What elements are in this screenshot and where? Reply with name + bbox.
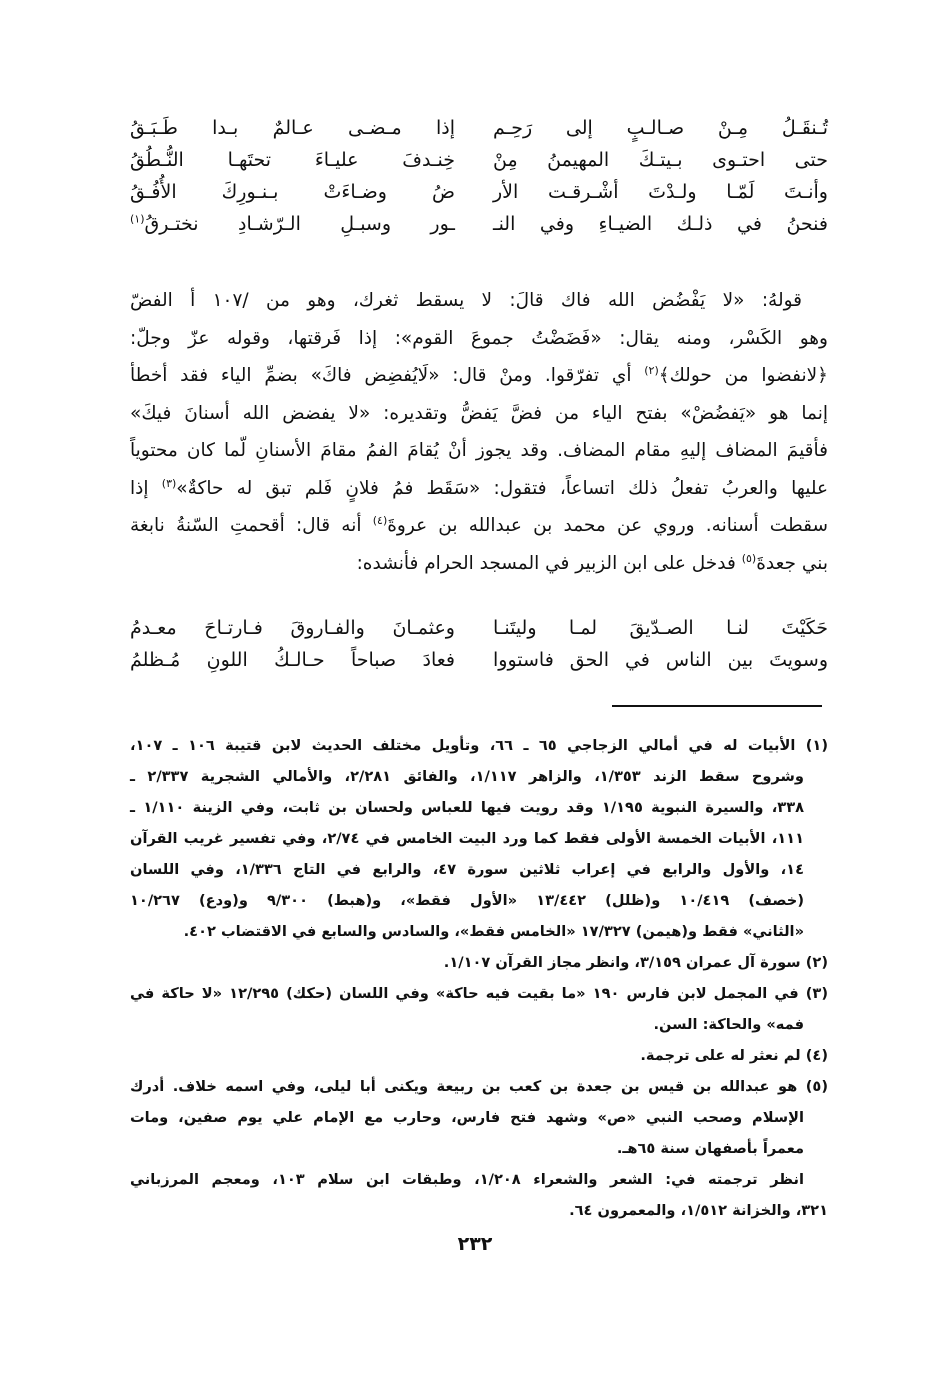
verse-first-hemistich: وأنـتَ لَمّـا ولـدْتَ أشْـرقـت الأر — [493, 181, 828, 203]
footnote-line: (٣) في المجمل لابن فارس ١٩٠ «ما بقيت فيه حاكة» وفي اللسان (حكك) ١٢/٢٩٥ «لا حاكة في — [130, 985, 828, 1002]
verse-second-hemistich — [130, 176, 455, 208]
verse-text: فعادَ صباحاً حـالـكُ اللونِ مُـظلمُ — [130, 649, 455, 671]
prose-line — [130, 357, 828, 395]
footnote-line: (خصف) ١٠/٤١٩ و(ظلل) ١٣/٤٤٢ «الأول فقط»، و(هبط) ٩/٣٠٠ و(ودع) ١٠/٢٦٧ — [130, 892, 804, 909]
verse-line — [130, 208, 828, 240]
verse-line — [130, 176, 828, 208]
prose-line — [130, 432, 828, 470]
footnote — [130, 730, 828, 947]
footnote-line: (٤) لم نعثر له على ترجمة. — [640, 1047, 828, 1064]
footnote-line: الإسلام وصحب النبي «ص» وشهد فتح فارس، وحارب مع الإمام علي يوم صفين، ومات — [130, 1109, 804, 1126]
prose-text: قولهُ: «لا يَفْضُض الله فاك قالَ: لا يسقط ثغرك، وهو من /١٠٧ أ الفضّ — [130, 290, 803, 311]
verse-text: إذا مـضـى عـالمٌ بـدا طَـبَـقُ — [130, 117, 455, 139]
verse-line — [130, 112, 828, 144]
prose-line — [130, 282, 828, 320]
prose-text: إنما هو «يَفضُضْ» بفتح الياء من فضَّ يَفضُّ وتقديره: «لا يفضض الله أسنانَ فيكَ» — [130, 402, 828, 424]
prose-line — [130, 507, 828, 545]
footnote — [130, 1071, 828, 1164]
body-text — [130, 282, 828, 582]
footnote-line: (٢) سورة آل عمران ٣/١٥٩، وانظر مجاز القرآن ١/١٠٧. — [443, 954, 828, 971]
footnote-line: ٣٣٨، والسيرة النبوية ١/١٩٥ وقد رويت فيها للعباس ولحسان بن ثابت، وفي الزينة ١/١١٠ ـ — [130, 799, 805, 816]
prose-text: سقطت أسنانه. وروي عن محمد بن عبدالله بن عروةَ — [387, 515, 828, 536]
footnote-line: (١) الأبيات له في أمالي الزجاجي ٦٥ ـ ٦٦، وتأويل مختلف الحديث لابن قتيبة ١٠٦ ـ ١٠٧، — [130, 737, 829, 754]
footnote-ref: (٥) — [741, 551, 757, 565]
verse-first-hemistich: وسويتَ بين الناس في الحق فاستووا — [493, 649, 828, 671]
verse-text: وعثمـانَ والفـاروقَ فـارتـاحَ معـدمُ — [130, 617, 455, 639]
verse-first-hemistich: حتى احتـوى بـيتـكَ المهيمنُ مِنْ — [493, 149, 828, 171]
verse-text: خِنـدفَ عليـاءَ تحتَهـا النُّـطُقُ — [130, 149, 455, 171]
second-poem — [130, 612, 828, 676]
prose-text: ﴿لانفضوا من حولك﴾ — [658, 365, 828, 386]
verse-text: ـور وسبـلِ الـرّشـادِ نختـرقُ — [144, 213, 455, 235]
footnote-line: «الثاني» فقط و(هيمن) ١٧/٣٢٧ «الخامس فقط»، والسادس والسابع في الاقتضاب ٤٠٢. — [183, 923, 804, 940]
footnote — [130, 1040, 828, 1071]
verse-text: ضُ وضـاءَتْ بـنـورِكَ الأُفُـقُ — [130, 181, 455, 203]
footnote-line: فمه» والحاكة: السن. — [653, 1016, 804, 1033]
prose-line — [130, 545, 828, 583]
prose-line — [130, 470, 828, 508]
page-number: ٢٣٢ — [457, 1233, 493, 1255]
footnote-line: ١٤، والأول والرابع في إعراب ثلاثين سورة ٤٧، والرابع في التاج ١/٣٣٦، وفي اللسان — [130, 861, 804, 878]
prose-line — [130, 320, 828, 358]
verse-second-hemistich — [130, 644, 455, 676]
prose-text: أي تفرّقوا. ومنْ قال: «لَايُفضِض فاكَ» بضمِّ الياء فقد أخطأ — [130, 365, 645, 386]
footnote-ref: (٣) — [161, 476, 177, 490]
verse-second-hemistich — [130, 208, 455, 240]
footnote-ref: (٢) — [644, 363, 659, 377]
prose-text: فدخل على ابن الزبير في المسجد الحرام فأنشده: — [356, 552, 742, 574]
verse-line — [130, 612, 828, 644]
prose-text: إذا — [130, 477, 162, 499]
opening-poem — [130, 112, 828, 240]
footnote — [130, 947, 828, 978]
verse-first-hemistich: فنحنُ في ذلـك الضيـاءِ وفي النـ — [493, 213, 828, 235]
footnote-line: معمراً بأصفهان سنة ٦٥هـ. — [616, 1140, 804, 1157]
prose-line — [130, 395, 828, 433]
verse-line — [130, 144, 828, 176]
footnote — [130, 978, 828, 1040]
verse-first-hemistich: تُـنقَـلُ مِـنْ صـالـبٍ إلى رَحِـم — [493, 117, 828, 139]
prose-text: أنه قال: أقحمتِ السّنةُ نابغة — [130, 515, 373, 536]
verse-second-hemistich — [130, 612, 455, 644]
footnote-line: ٣٢١، والخزانة ١/٥١٢، والمعمرون ٦٤. — [569, 1202, 828, 1219]
prose-text: بني جعدةَ — [756, 552, 828, 574]
footnote — [130, 1164, 828, 1226]
verse-second-hemistich — [130, 144, 455, 176]
footnote-separator — [612, 705, 822, 707]
verse-first-hemistich: حَكَيْتَ لنـا الصـدّيقَ لمـا وليتَنـا — [493, 617, 828, 639]
footnote-ref: (٤) — [372, 513, 388, 527]
footnote-line: وشروح سقط الزند ١/٣٥٣، والزاهر ١/١١٧، والفائق ٢/٢٨١، والأمالي الشجرية ٢/٣٣٧ ـ — [130, 768, 804, 785]
footnote-line: (٥) هو عبدالله بن قيس بن جعدة بن كعب بن ربيعة ويكنى أبا ليلى، وفي اسمه خلاف. أدرك — [130, 1078, 828, 1095]
verse-line — [130, 644, 828, 676]
footnote-line: ١١١، الأبيات الخمسة الأولى فقط كما ورد البيت الخامس في ٢/٧٤، وفي تفسير غريب القرآن — [130, 830, 804, 847]
prose-text: عليها والعربُ تفعلُ ذلك اتساعاً، فتقول: «سَقَط فمُ فلانٍ فَلم تبق له حاكةٌ» — [176, 477, 828, 499]
prose-text: فأقيمَ المضاف إليهِ مقام المضاف. وقد يجوز أنْ يُقامَ الفمُ مقامَ الأسنانِ لّما كان محتوياً — [130, 440, 828, 461]
verse-second-hemistich — [130, 112, 455, 144]
footnote-line: انظر ترجمته في: الشعر والشعراء ١/٢٠٨، وطبقات ابن سلام ١٠٣، ومعجم المرزباني — [130, 1171, 804, 1188]
prose-text: وهو الكَسْر، ومنه يقال: «فَضَضْتُ جموعَ القوم»: إذا فَرقتها، وقوله عزّ وجلّ: — [130, 327, 828, 349]
footnotes — [130, 730, 828, 1226]
footnote-ref: (١) — [130, 212, 145, 226]
